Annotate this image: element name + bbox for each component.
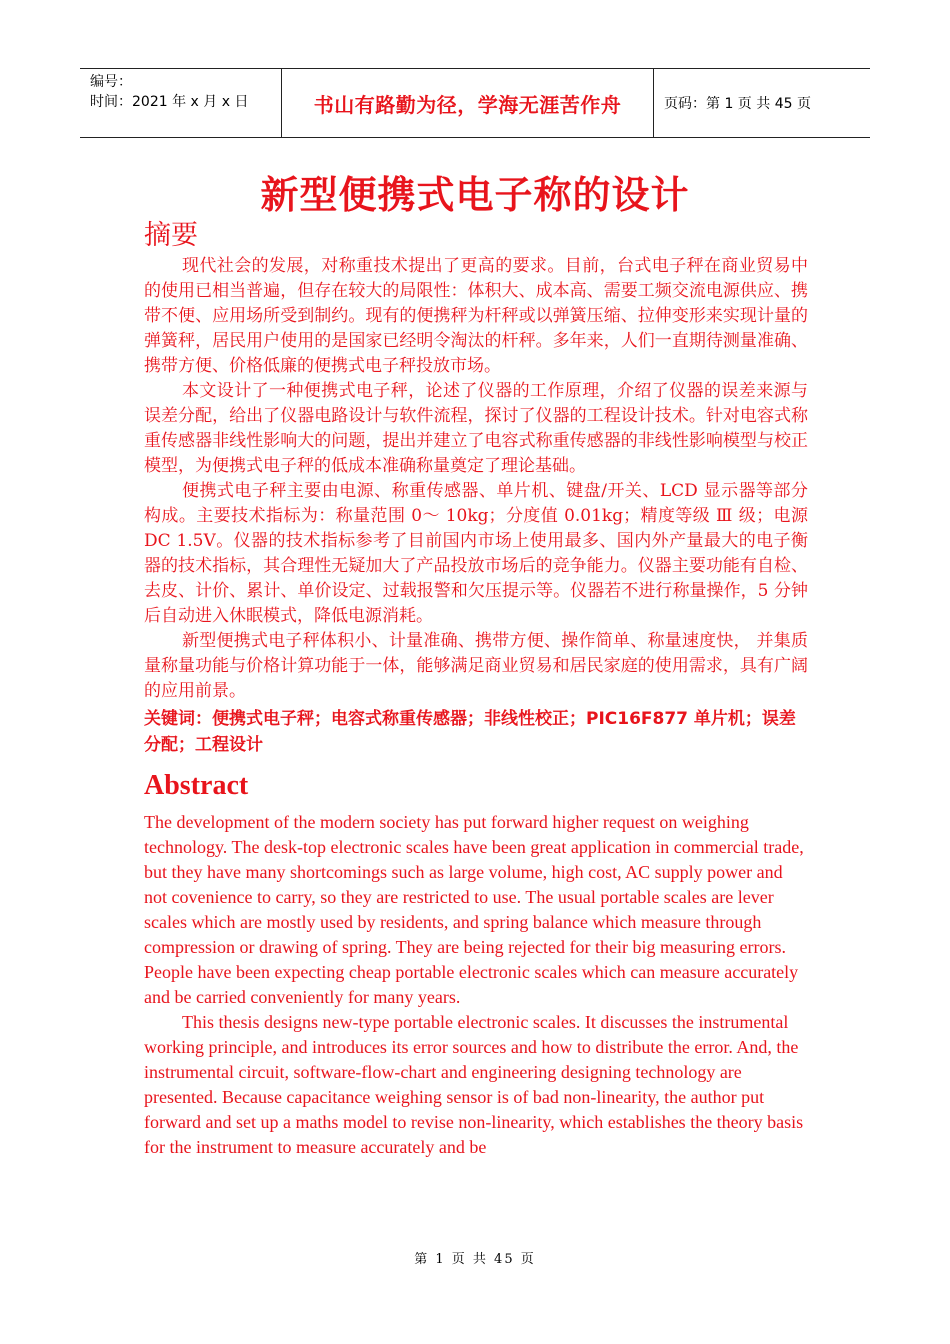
header-table [80, 68, 870, 138]
page-footer: 第 1 页 共 45 页 [414, 1252, 536, 1267]
chinese-abstract-paragraph-2: 本文设计了一种便携式电子秤，论述了仪器的工作原理，介绍了仪器的误差来源与误差分配，给出了仪器电路设计与软件流程，探讨了仪器的工程设计技术。针对电容式称重传感器非线性影响大的问题，提出并建立了电容式称重传感器的非线性影响模型与校正模型，为便携式电子秤的低成本准确称量奠定了理论基础。 [144, 381, 808, 476]
chinese-abstract-paragraph-3: 便携式电子秤主要由电源、称重传感器、单片机、键盘/开关、LCD 显示器等部分构成。主要技术指标为：称量范围 0～ 10kg；分度值 0.01kg；精度等级 Ⅲ 级；电源 DC 1.5V。仪器的技术指标参考了目前国内市场上使用最多、国内外产量最大的电子衡器的技术指标，其合理性无疑加大了产品投放市场后的竞争能力。仪器主要功能有自检、去皮、计价、累计、单价设定、过载报警和欠压提示等。仪器若不进行称量操作，5 分钟后自动进入休眠模式，降低电源消耗。 [144, 481, 808, 626]
chinese-abstract-paragraph-1: 现代社会的发展，对称重技术提出了更高的要求。目前，台式电子秤在商业贸易中的使用已相当普遍，但存在较大的局限性：体积大、成本高、需要工频交流电源供应、携带不便、应用场所受到制约。现有的便携秤为杆秤或以弹簧压缩、拉伸变形来实现计量的弹簧秤，居民用户使用的是国家已经明令淘汰的杆秤。多年来，人们一直期待测量准确、携带方便、价格低廉的便携式电子秤投放市场。 [144, 256, 808, 376]
document-body [144, 218, 808, 1160]
english-abstract-paragraph-1: The development of the modern society has put forward higher request on weighing technology. The desk-top electronic scales have been great application in commercial trade, but they have many shortcomings such as large volume, high cost, AC supply power and not covenience to carry, so they are restricted to use. The usual portable scales are lever scales which are mostly used by residents, and spring balance which measure through compression or drawing of spring. They are being rejected for their big measuring errors. People have been expecting cheap portable electronic scales which can measure accurately and be carried conveniently for many years. [144, 812, 804, 1007]
document-date: 时间：2021 年 x 月 x 日 [90, 94, 249, 110]
document-number-label: 编号： [90, 74, 132, 90]
header-page-info: 页码：第 1 页 共 45 页 [664, 96, 811, 112]
header-meta [80, 69, 282, 137]
english-abstract-heading: Abstract [144, 770, 249, 801]
keywords: 关键词：便携式电子秤；电容式称重传感器；非线性校正；PIC16F877 单片机；误差分配；工程设计 [144, 709, 796, 755]
header-motto: 书山有路勤为径，学海无涯苦作舟 [282, 69, 654, 137]
chinese-abstract-heading: 摘要 [144, 220, 198, 251]
chinese-abstract-paragraph-4: 新型便携式电子秤体积小、计量准确、携带方便、操作简单、称量速度快， 并集质量称量功能与价格计算功能于一体，能够满足商业贸易和居民家庭的使用需求，具有广阔的应用前景。 [144, 631, 808, 701]
english-abstract-paragraph-2: This thesis designs new-type portable electronic scales. It discusses the instrumental working principle, and introduces its error sources and how to distribute the error. And, the instrumental circuit, software-flow-chart and engineering designing technology are presented. Because capacitance weighing sensor is of bad non-linearity, the author put forward and set up a maths model to revise non-linearity, which establishes the theory basis for the instrument to measure accurately and be [144, 1012, 804, 1157]
document-title: 新型便携式电子称的设计 [260, 173, 690, 217]
